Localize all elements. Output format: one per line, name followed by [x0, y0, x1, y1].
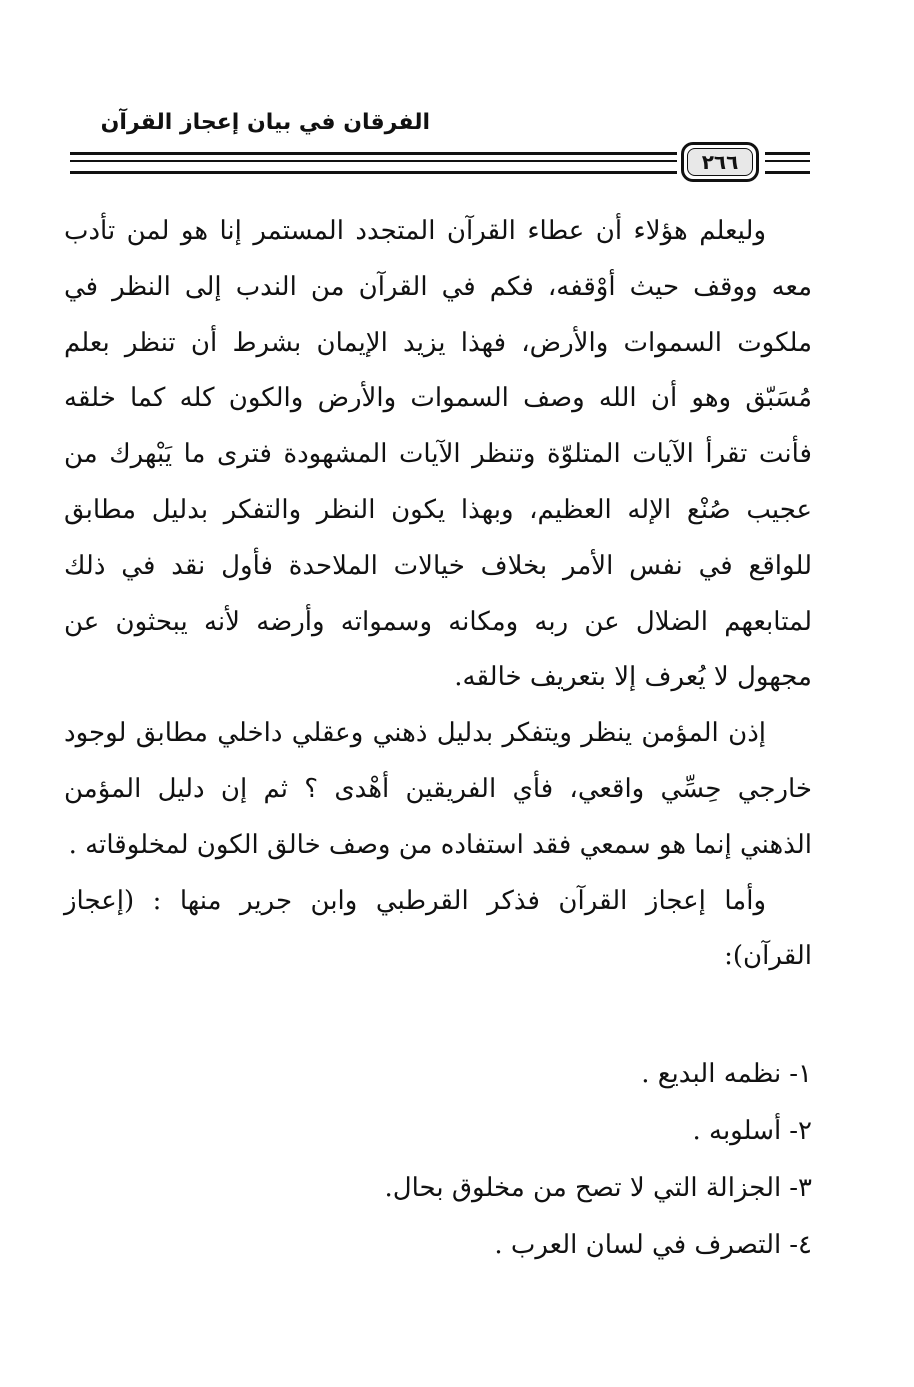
list-number: ١- — [789, 1059, 812, 1089]
header-rule — [70, 160, 677, 162]
list-item — [212, 1217, 812, 1274]
list-text: أسلوبه . — [692, 1116, 782, 1146]
list-text: نظمه البديع . — [641, 1059, 782, 1089]
list-text: الجزالة التي لا تصح من مخلوق بحال. — [384, 1173, 782, 1203]
paragraph: وليعلم هؤلاء أن عطاء القرآن المتجدد المستمر إنا هو لمن تأدب معه ووقف حيث أوْقفه، فكم في القرآن من الندب إلى النظر في ملكوت السموات والأرض، فهذا يزيد الإيمان بشرط أن تنظر بعلم مُسَبّق وهو أن الله وصف السموات والأرض والكون كله كما خلقه فأنت تقرأ الآيات المتلوّة وتنظر الآيات المشهودة فترى ما يَبْهرك من عجيب صُنْع الإله العظيم، وبهذا يكون النظر والتفكر بدليل مطابق للواقع في نفس الأمر بخلاف خيالات الملاحدة فأول نقد في ذلك لمتابعهم الضلال عن ربه ومكانه وسمواته وأرضه لأنه يبحثون عن مجهول لا يُعرف إلا بتعريف خالقه. — [64, 216, 812, 693]
list-number: ٤- — [789, 1230, 812, 1260]
list-item — [212, 1046, 812, 1103]
list-text: التصرف في لسان العرب . — [494, 1230, 782, 1260]
paragraph: وأما إعجاز القرآن فذكر القرطبي وابن جرير منها : (إعجاز القرآن): — [64, 885, 812, 972]
header-rule — [765, 160, 810, 162]
list-number: ٣- — [789, 1173, 812, 1203]
list-number: ٢- — [789, 1116, 812, 1146]
header-rule — [70, 152, 677, 155]
paragraph: إذن المؤمن ينظر ويتفكر بدليل ذهني وعقلي داخلي مطابق لوجود خارجي حِسِّي واقعي، فأي الفريقين أهْدى ؟ ثم إن دليل المؤمن الذهني إنما هو سمعي فقد استفاده من وصف خالق الكون لمخلوقاته . — [64, 718, 812, 860]
body-text — [64, 204, 812, 985]
list-item — [212, 1160, 812, 1217]
page-number: ٢٦٦ — [687, 148, 753, 176]
page-number-frame — [681, 142, 759, 182]
header-rule — [765, 171, 810, 174]
header-rule — [70, 171, 677, 174]
header-rule — [765, 152, 810, 155]
running-title: الفرقان في بيان إعجاز القرآن — [100, 110, 430, 135]
numbered-list — [212, 1046, 812, 1274]
list-item — [212, 1103, 812, 1160]
